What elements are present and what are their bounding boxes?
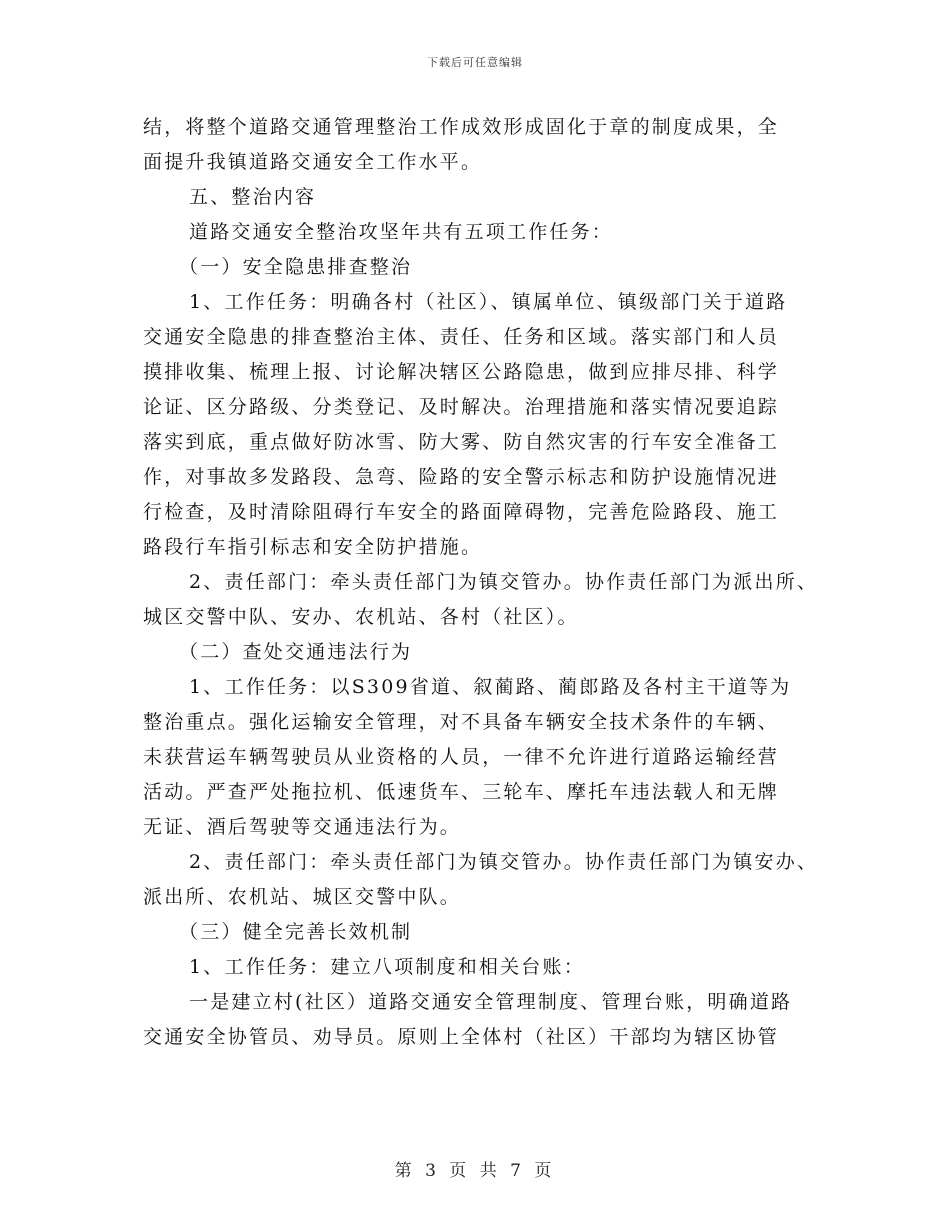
paragraph-line: 交通安全隐患的排查整治主体、责任、任务和区域。落实部门和人员: [143, 326, 780, 348]
paragraph-line: 结，将整个道路交通管理整治工作成效形成固化于章的制度成果，全: [143, 116, 780, 138]
subsection-heading: （三）健全完善长效机制: [179, 921, 413, 943]
paragraph-line: 面提升我镇道路交通安全工作水平。: [143, 151, 483, 173]
paragraph-line: 整治重点。强化运输安全管理，对不具备车辆安全技术条件的车辆、: [143, 711, 780, 733]
paragraph-line: 摸排收集、梳理上报、讨论解决辖区公路隐患，做到应排尽排、科学: [143, 361, 780, 383]
paragraph-line: 1、工作任务：建立八项制度和相关台账：: [189, 956, 585, 978]
paragraph-line: 无证、酒后驾驶等交通违法行为。: [143, 816, 462, 838]
paragraph-line: 1、工作任务：明确各村（社区）、镇属单位、镇级部门关于道路: [189, 291, 788, 313]
paragraph-line: 未获营运车辆驾驶员从业资格的人员，一律不允许进行道路运输经营: [143, 746, 780, 768]
subsection-heading: （一）安全隐患排查整治: [179, 256, 413, 278]
paragraph-line: 路段行车指引标志和安全防护措施。: [143, 536, 483, 558]
paragraph-line: 2、责任部门：牵头责任部门为镇交管办。协作责任部门为派出所、: [189, 571, 819, 593]
page-number: 第 3 页 共 7 页: [394, 1161, 556, 1181]
paragraph-line: 交通安全协管员、劝导员。原则上全体村（社区）干部均为辖区协管: [143, 1026, 780, 1048]
paragraph-line: 城区交警中队、安办、农机站、各村（社区）。: [143, 606, 579, 628]
header-note: 下载后可任意编辑: [427, 56, 523, 69]
paragraph-line: 派出所、农机站、城区交警中队。: [143, 886, 462, 908]
section-heading: 五、整治内容: [189, 186, 317, 208]
paragraph-line: 1、工作任务：以S309省道、叙蔺路、蔺郎路及各村主干道等为: [189, 676, 792, 698]
paragraph-line: 行检查，及时清除阻碍行车安全的路面障碍物，完善危险路段、施工: [143, 501, 780, 523]
paragraph-line: 作，对事故多发路段、急弯、险路的安全警示标志和防护设施情况进: [143, 466, 780, 488]
subsection-heading: （二）查处交通违法行为: [179, 641, 413, 663]
paragraph-line: 2、责任部门：牵头责任部门为镇交管办。协作责任部门为镇安办、: [189, 851, 819, 873]
paragraph-line: 一是建立村(社区）道路交通安全管理制度、管理台账，明确道路: [189, 991, 793, 1013]
paragraph-line: 道路交通安全整治攻坚年共有五项工作任务：: [189, 221, 614, 243]
paragraph-line: 落实到底，重点做好防冰雪、防大雾、防自然灾害的行车安全准备工: [143, 431, 780, 453]
paragraph-line: 论证、区分路级、分类登记、及时解决。治理措施和落实情况要追踪: [143, 396, 780, 418]
paragraph-line: 活动。严查严处拖拉机、低速货车、三轮车、摩托车违法载人和无牌: [143, 781, 780, 803]
document-body: [143, 110, 819, 1055]
